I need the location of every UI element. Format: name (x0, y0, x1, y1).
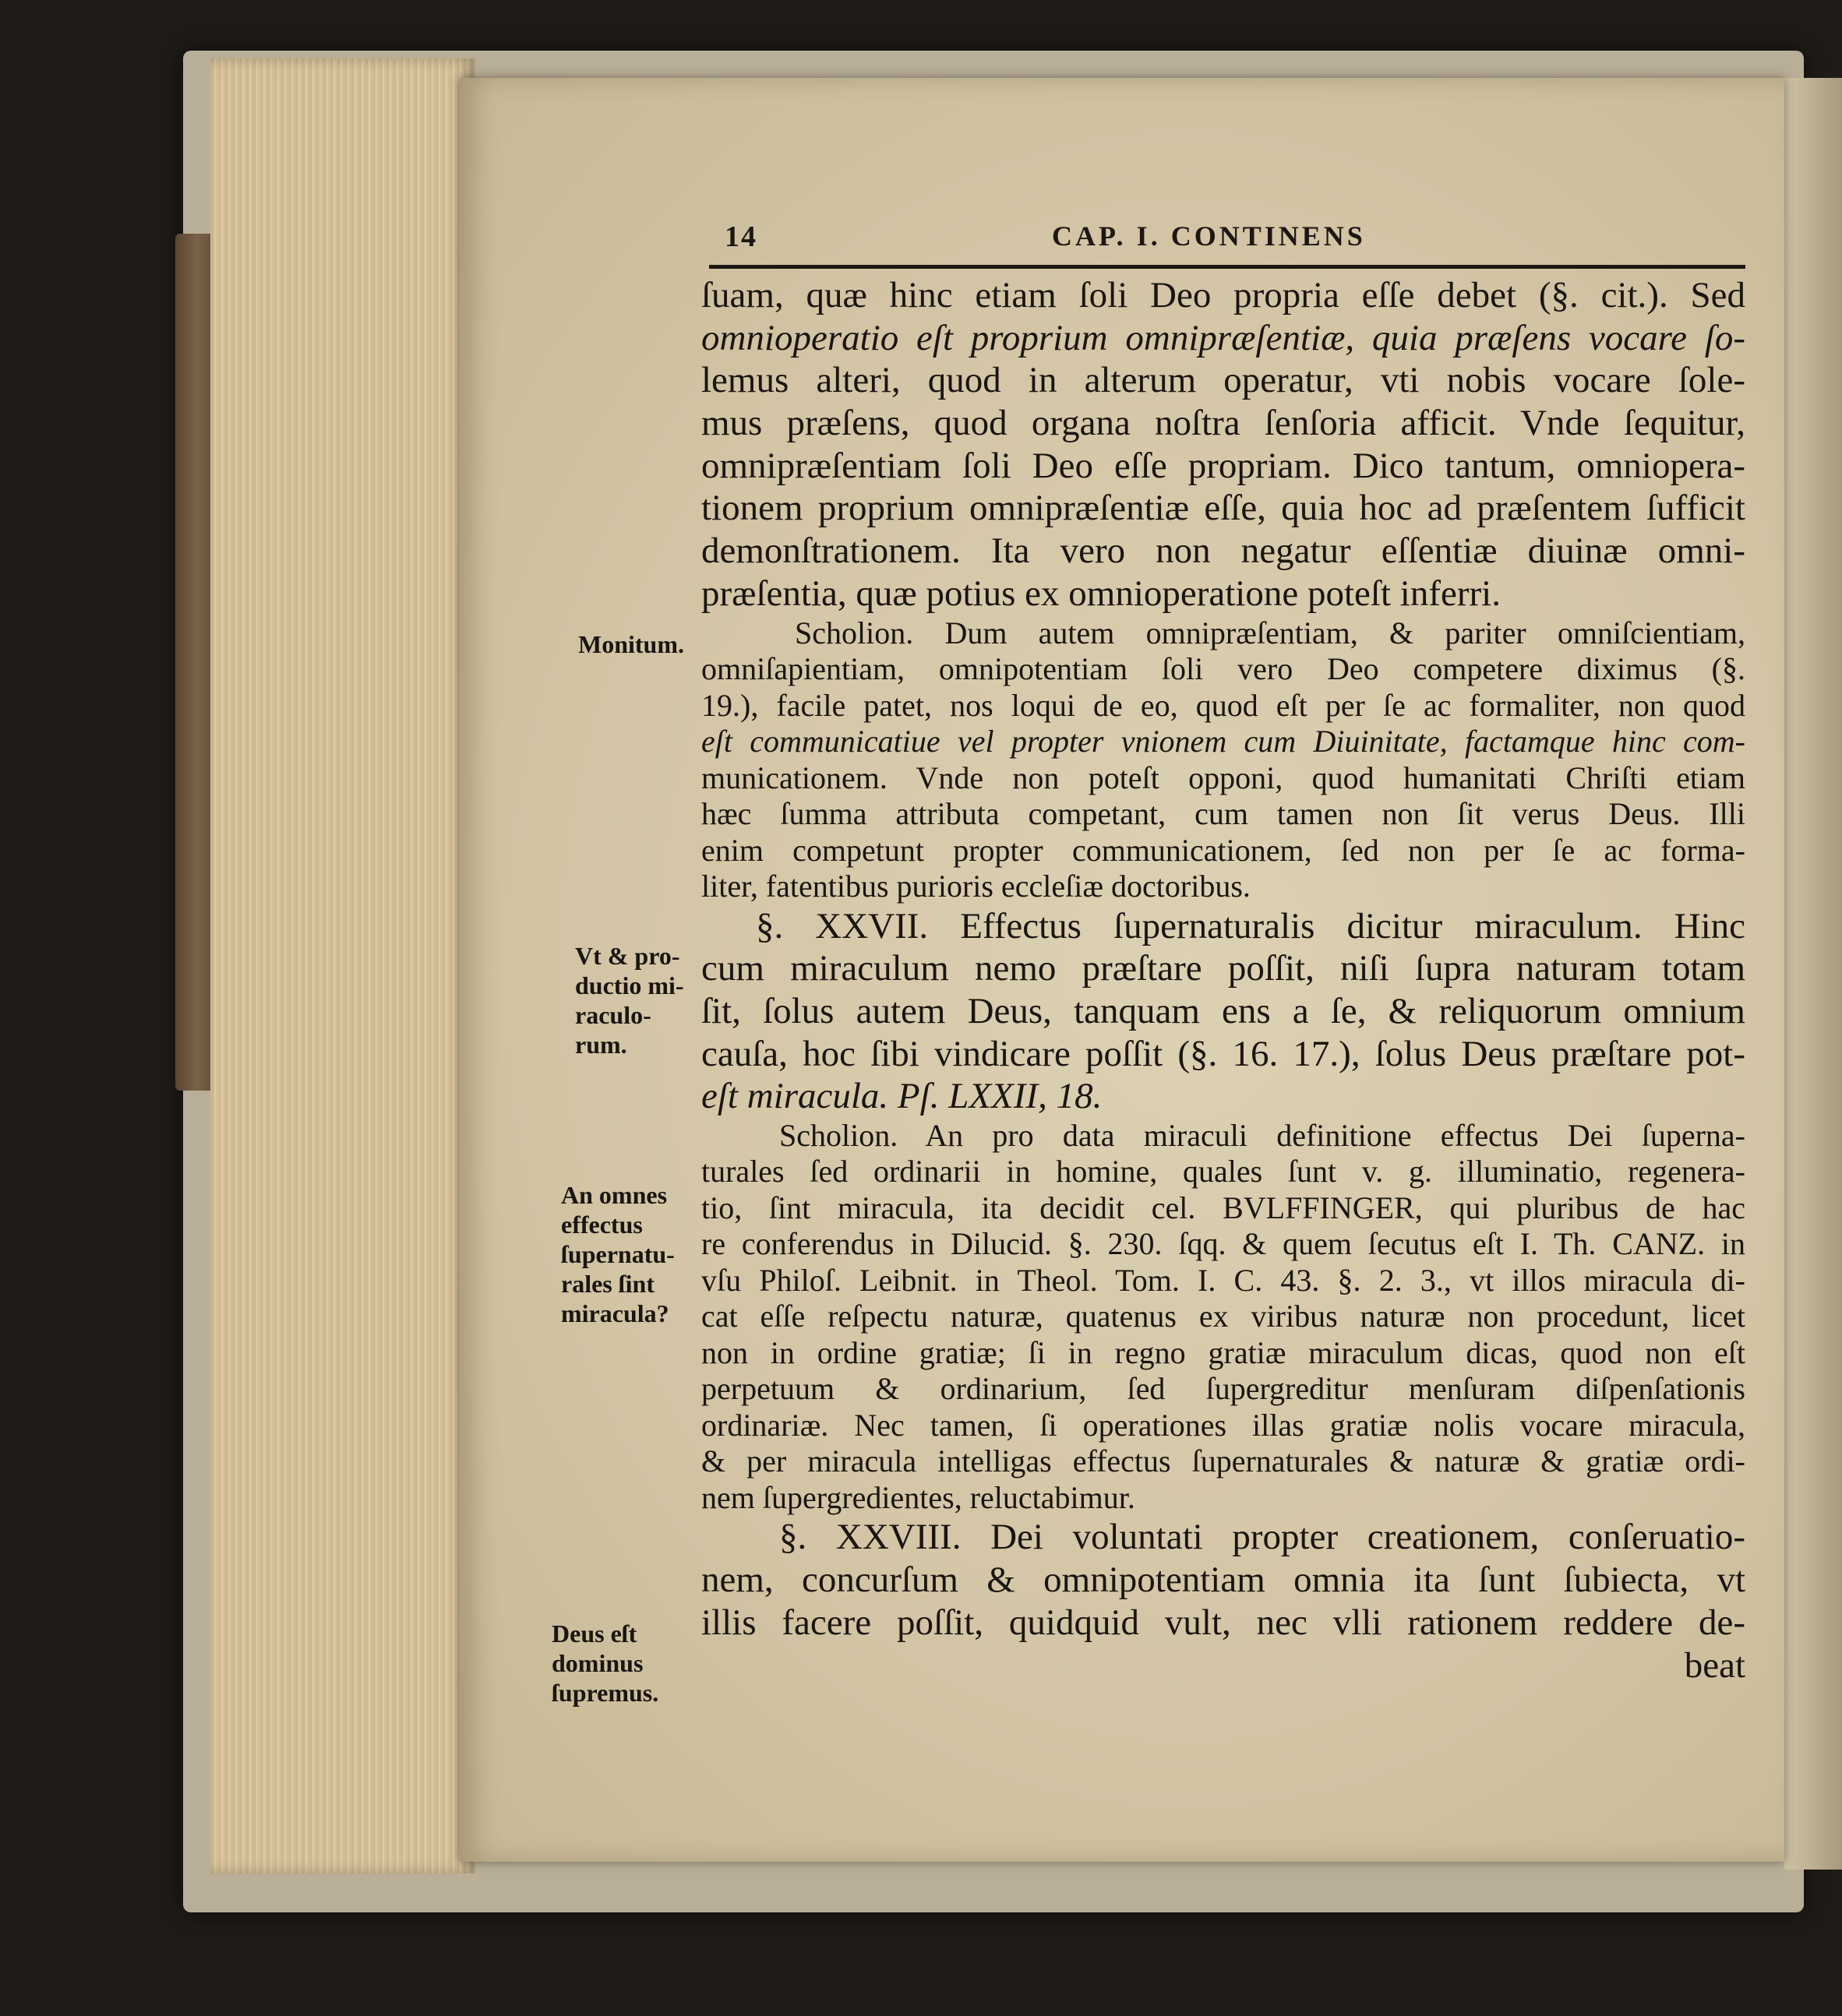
text-line: non in ordine gratiæ; ſi in regno gratiæ miraculum dicas, quod non eſt (701, 1334, 1745, 1370)
facing-page-edge (1784, 78, 1842, 1870)
text-line: enim competunt propter communicationem, ſed non per ſe ac forma- (701, 832, 1745, 868)
text-line: omnioperatio eſt proprium omnipræſentiæ, quia præſens vocare ſo- (701, 317, 1745, 358)
text-line: tionem proprium omnipræſentiæ eſſe, quia hoc ad præſentem ſufficit (701, 488, 1745, 529)
text-line: ſit, ſolus autem Deus, tanquam ens a ſe, & reliquorum omnium (701, 990, 1745, 1031)
text-line: lemus alteri, quod in alterum operatur, vti nobis vocare ſole- (701, 360, 1745, 401)
text-line: vſu Philoſ. Leibnit. in Theol. Tom. I. C. 43. §. 2. 3., vt illos miracula di- (701, 1262, 1745, 1298)
text-line: turales ſed ordinarii in homine, quales ſunt v. g. illuminatio, regenera- (701, 1154, 1745, 1190)
text-line: eſt communicatiue vel propter vnionem cum Diuinitate, factamque hinc com- (701, 724, 1745, 759)
text-line: perpetuum & ordinarium, ſed ſupergreditur menſuram diſpenſationis (701, 1371, 1745, 1407)
text-line: nem ſupergredientes, reluctabimur. (701, 1479, 1135, 1515)
page-number: 14 (725, 220, 757, 253)
text-line: Scholion. An pro data miraculi definitione effectus Dei ſuperna- (779, 1117, 1745, 1153)
text-line: mus præſens, quod organa noſtra ſenſoria afficit. Vnde ſequitur, (701, 403, 1745, 444)
text-line: omniſapientiam, omnipotentiam ſoli vero Deo competere diximus (§. (701, 651, 1745, 686)
margin-note-monitum: Monitum. (578, 630, 684, 658)
text-line: præſentia, quæ potius ex omnioperatione poteſt inferri. (701, 573, 1501, 614)
running-head: CAP. I. CONTINENS (1052, 220, 1366, 252)
text-line: Scholion. Dum autem omnipræſentiam, & pariter omniſcientiam, (795, 615, 1745, 650)
text-line: illis facere poſſit, quidquid vult, nec vlli rationem reddere de- (701, 1602, 1745, 1643)
margin-note-deus: Deus eſt dominus ſupremus. (552, 1619, 659, 1707)
text-line: 19.), facile patet, nos loqui de eo, quod eſt per ſe ac formaliter, non quod (701, 687, 1745, 723)
catchword: beat (1684, 1644, 1745, 1686)
header-rule (709, 265, 1745, 269)
text-line: ſuam, quæ hinc etiam ſoli Deo propria eſſe debet (§. cit.). Sed (701, 275, 1745, 315)
page-header (709, 220, 1745, 266)
text-line: re conferendus in Dilucid. §. 230. ſqq. & quem ſecutus eſt I. Th. CANZ. in (701, 1226, 1745, 1262)
text-line: demonſtrationem. Ita vero non negatur eſſentiæ diuinæ omni- (701, 530, 1745, 572)
text-line: municationem. Vnde non poteſt opponi, quod humanitati Chriſti etiam (701, 760, 1745, 795)
text-line: liter, fatentibus purioris eccleſiæ doctoribus. (701, 869, 1251, 904)
text-line: cum miraculum nemo præſtare poſſit, niſi ſupra naturam totam (701, 948, 1745, 989)
text-line: nem, concurſum & omnipotentiam omnia ita ſunt ſubiecta, vt (701, 1560, 1745, 1601)
text-line: omnipræſentiam ſoli Deo eſſe propriam. Dico tantum, omniopera- (701, 445, 1745, 486)
text-line: cat eſſe reſpectu naturæ, quatenus ex viribus naturæ non procedunt, licet (701, 1299, 1745, 1334)
margin-note-omnes: An omnes effectus ſupernatu- rales ſint miracula? (561, 1181, 675, 1327)
body-text (701, 274, 1745, 1686)
text-line: ordinariæ. Nec tamen, ſi operationes illas gratiæ nolis vocare miracula, (701, 1407, 1745, 1443)
text-line: §. XXVII. Effectus ſupernaturalis dicitur miraculum. Hinc (756, 905, 1745, 946)
text-line: cauſa, hoc ſibi vindicare poſſit (§. 16. 17.), ſolus Deus præſtare pot- (701, 1033, 1745, 1074)
text-line: §. XXVIII. Dei voluntati propter creationem, conſeruatio- (779, 1517, 1745, 1558)
text-line: hæc ſumma attributa competant, cum tamen non ſit verus Deus. Illi (701, 796, 1745, 831)
text-line: tio, ſint miracula, ita decidit cel. BVLFFINGER, qui pluribus de hac (701, 1190, 1745, 1225)
text-line: & per miracula intelligas effectus ſupernaturales & naturæ & gratiæ ordi- (701, 1443, 1745, 1479)
page-edges (210, 58, 475, 1873)
margin-note-miracula: Vt & pro- ductio mi- raculo- rum. (575, 942, 684, 1059)
text-line: eſt miracula. Pſ. LXXII, 18. (701, 1076, 1103, 1117)
